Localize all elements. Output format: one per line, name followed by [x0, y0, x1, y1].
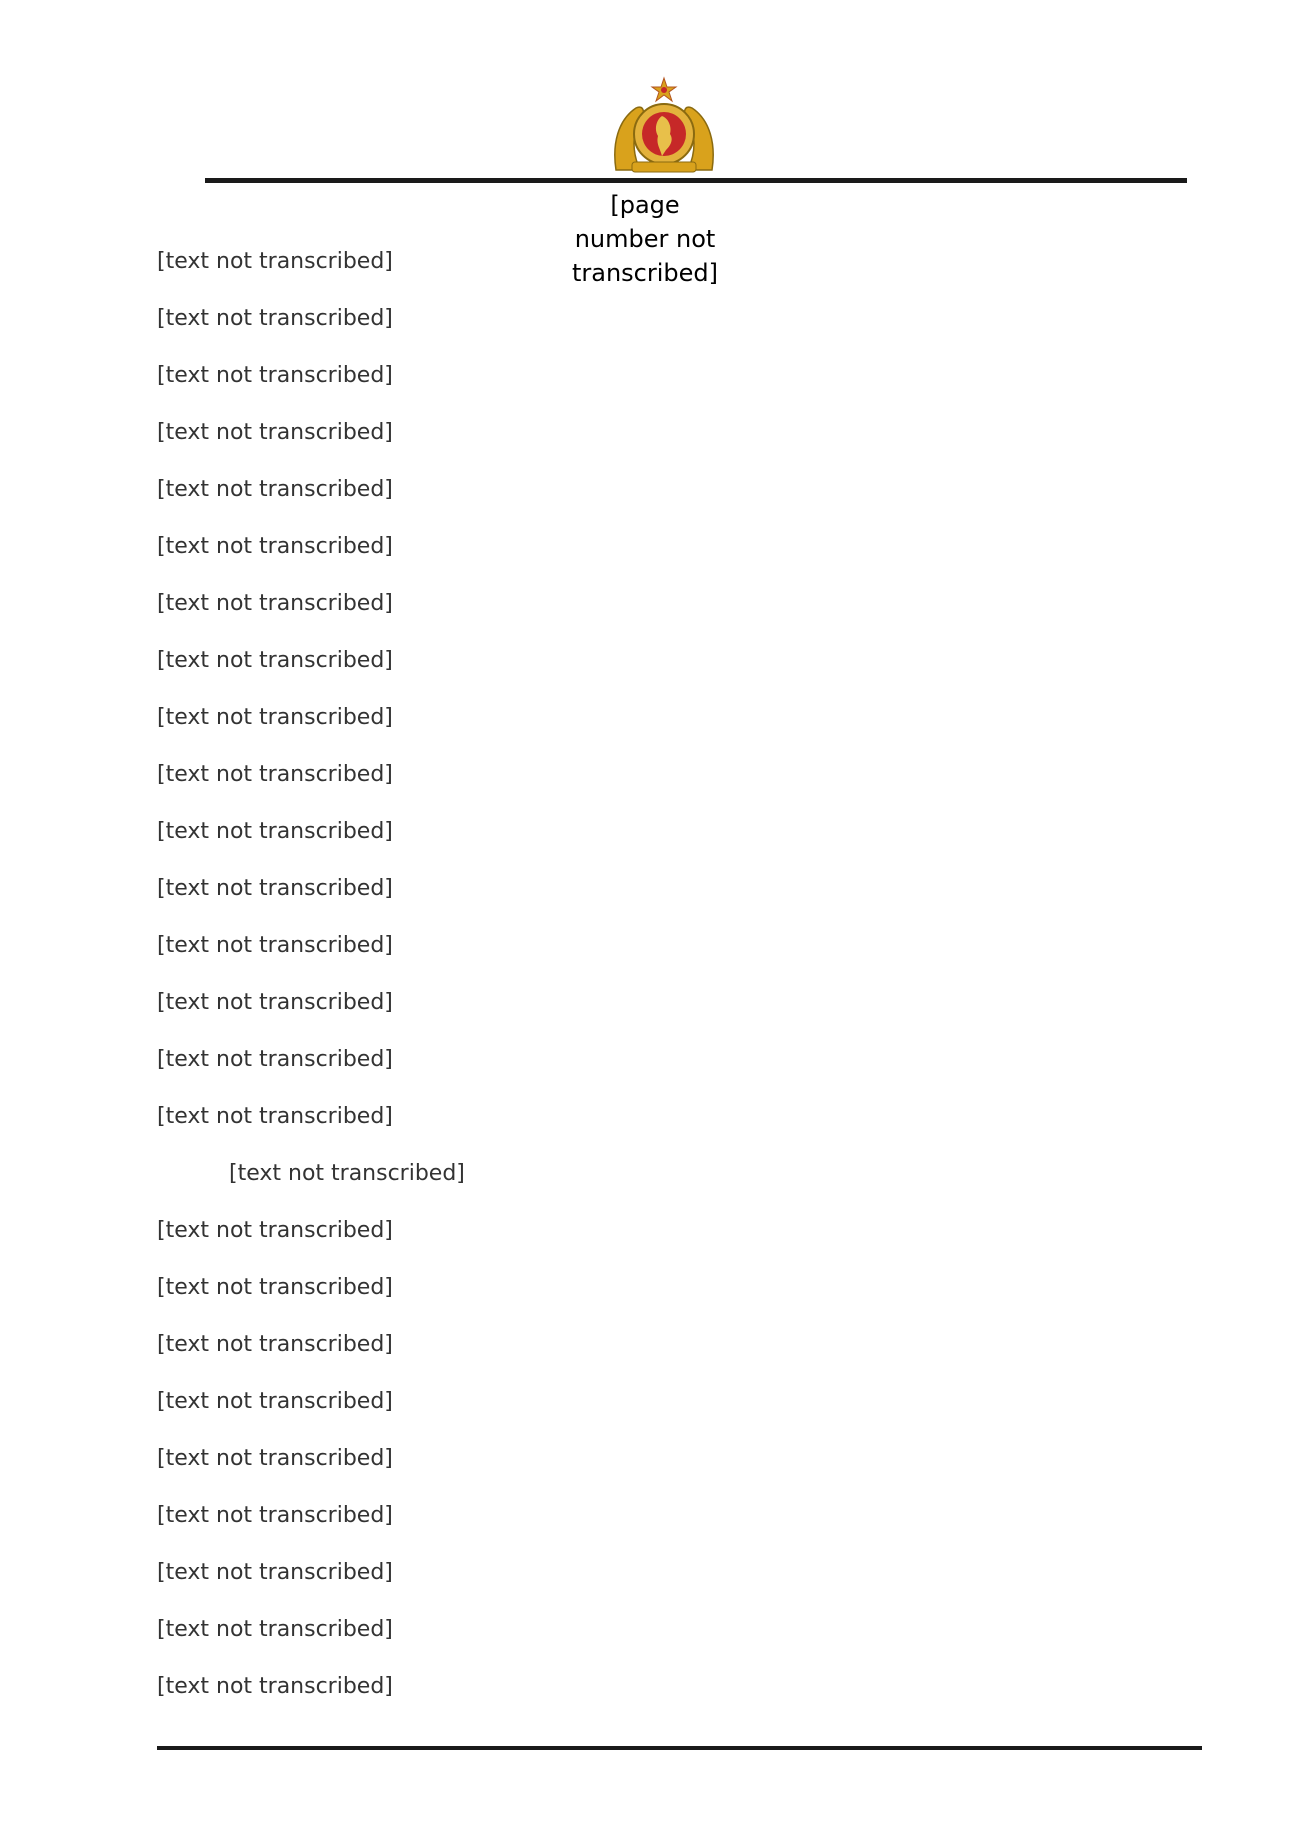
- header-rule: [205, 178, 1187, 183]
- text-line: [text not transcribed]: [157, 1674, 393, 1699]
- text-line: [text not transcribed]: [157, 1617, 393, 1642]
- text-line: [text not transcribed]: [157, 1446, 393, 1471]
- text-line: [text not transcribed]: [157, 1503, 393, 1528]
- text-line: [text not transcribed]: [157, 306, 393, 331]
- text-line: [text not transcribed]: [157, 705, 393, 730]
- body-text: [157, 233, 1212, 1713]
- paragraph-1: [157, 233, 1212, 1145]
- state-seal-emblem: [610, 74, 718, 176]
- text-line: [text not transcribed]: [157, 1560, 393, 1585]
- footer-rule: [157, 1746, 1202, 1750]
- text-line: [text not transcribed]: [157, 534, 393, 559]
- text-line: [text not transcribed]: [157, 249, 393, 274]
- text-line: [text not transcribed]: [157, 819, 393, 844]
- text-line: [text not transcribed]: [157, 591, 393, 616]
- text-line: [text not transcribed]: [157, 477, 393, 502]
- text-line: [text not transcribed]: [157, 762, 393, 787]
- text-line: [text not transcribed]: [157, 1332, 393, 1357]
- text-line: [text not transcribed]: [157, 1104, 393, 1129]
- text-line: [text not transcribed]: [157, 876, 393, 901]
- text-line: [text not transcribed]: [157, 1218, 393, 1243]
- text-line: [text not transcribed]: [157, 933, 393, 958]
- page-number: [page number not transcribed]: [571, 191, 719, 287]
- text-line: [text not transcribed]: [229, 1161, 465, 1186]
- text-line: [text not transcribed]: [157, 648, 393, 673]
- text-line: [text not transcribed]: [157, 1275, 393, 1300]
- text-line: [text not transcribed]: [157, 420, 393, 445]
- star-center: [661, 87, 667, 93]
- text-line: [text not transcribed]: [157, 1047, 393, 1072]
- ribbon: [632, 162, 696, 172]
- text-line: [text not transcribed]: [157, 1389, 393, 1414]
- text-line: [text not transcribed]: [157, 363, 393, 388]
- paragraph-2: [157, 1145, 1212, 1713]
- text-line: [text not transcribed]: [157, 990, 393, 1015]
